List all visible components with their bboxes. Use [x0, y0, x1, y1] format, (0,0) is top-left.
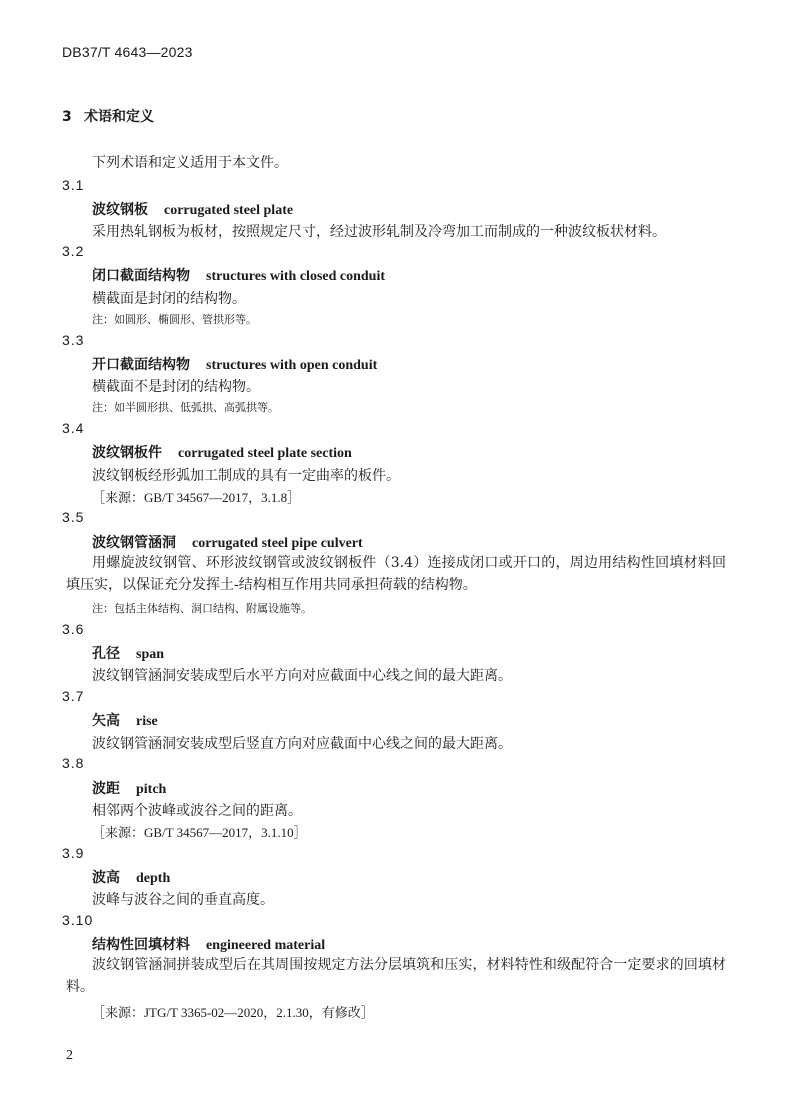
term-zh: 波距 — [92, 781, 120, 797]
term-en: engineered material — [206, 938, 326, 953]
term-number: 3.5 — [62, 509, 85, 525]
term-definition: 波纹钢板经形弧加工制成的具有一定曲率的板件。 — [92, 468, 400, 484]
term-en: structures with open conduit — [206, 358, 378, 373]
section-number: 3 — [62, 109, 72, 125]
term-definition: 采用热轧钢板为板材，按照规定尺寸，经过波形轧制及冷弯加工而制成的一种波纹板状材料。 — [92, 224, 666, 240]
page-number: 2 — [66, 1048, 73, 1063]
term-note: 注：包括主体结构、洞口结构、附属设施等。 — [92, 602, 312, 615]
term-heading — [92, 710, 158, 730]
term-number: 3.3 — [62, 332, 85, 348]
term-number: 3.4 — [62, 420, 85, 436]
term-heading — [92, 778, 166, 798]
term-zh: 开口截面结构物 — [92, 357, 190, 373]
term-zh: 波纹钢板件 — [92, 445, 162, 461]
term-heading — [92, 643, 164, 663]
term-en: corrugated steel plate section — [178, 446, 352, 461]
term-zh: 波纹钢板 — [92, 202, 148, 218]
term-en: rise — [136, 714, 158, 729]
term-en: structures with closed conduit — [206, 269, 386, 284]
term-en: span — [136, 647, 165, 662]
section-heading — [62, 106, 154, 126]
term-number: 3.8 — [62, 755, 85, 771]
term-heading — [92, 532, 363, 552]
term-zh: 孔径 — [92, 646, 120, 662]
section-intro: 下列术语和定义适用于本文件。 — [92, 155, 288, 171]
term-heading — [92, 934, 325, 954]
term-en: corrugated steel pipe culvert — [192, 536, 363, 551]
term-number: 3.9 — [62, 845, 85, 861]
term-en: corrugated steel plate — [164, 203, 294, 218]
document-code: DB37/T 4643—2023 — [62, 44, 193, 60]
term-definition: 相邻两个波峰或波谷之间的距离。 — [92, 803, 302, 819]
term-en: depth — [136, 871, 171, 886]
term-heading — [92, 442, 352, 462]
term-definition: 横截面不是封闭的结构物。 — [92, 379, 260, 395]
term-zh: 波纹钢管涵洞 — [92, 535, 176, 551]
term-zh: 矢高 — [92, 713, 120, 729]
section-title: 术语和定义 — [84, 109, 154, 125]
term-source: ［来源：JTG/T 3365-02—2020，2.1.30，有修改］ — [92, 1005, 374, 1020]
term-source: ［来源：GB/T 34567—2017，3.1.8］ — [92, 490, 301, 505]
term-definition: 波纹钢管涵洞安装成型后水平方向对应截面中心线之间的最大距离。 — [92, 668, 512, 684]
term-note: 注：如半圆形拱、低弧拱、高弧拱等。 — [92, 401, 279, 414]
term-heading — [92, 265, 385, 285]
term-source: ［来源：GB/T 34567—2017，3.1.10］ — [92, 825, 307, 840]
term-number: 3.6 — [62, 621, 85, 637]
term-zh: 闭口截面结构物 — [92, 268, 190, 284]
term-definition: 横截面是封闭的结构物。 — [92, 291, 246, 307]
term-heading — [92, 867, 170, 887]
term-number: 3.7 — [62, 688, 85, 704]
term-number: 3.10 — [62, 912, 94, 928]
term-definition: 波纹钢管涵洞安装成型后竖直方向对应截面中心线之间的最大距离。 — [92, 736, 512, 752]
term-note: 注：如圆形、椭圆形、管拱形等。 — [92, 313, 257, 326]
term-heading — [92, 354, 377, 374]
term-zh: 结构性回填材料 — [92, 937, 190, 953]
term-number: 3.1 — [62, 177, 85, 193]
term-heading — [92, 199, 293, 219]
term-number: 3.2 — [62, 243, 85, 259]
term-zh: 波高 — [92, 870, 120, 886]
term-definition: 波纹钢管涵洞拼装成型后在其周围按规定方法分层填筑和压实，材料特性和级配符合一定要求的回填材料。 — [66, 957, 726, 995]
term-en: pitch — [136, 782, 167, 797]
term-definition: 用螺旋波纹钢管、环形波纹钢管或波纹钢板件（3.4）连接成闭口或开口的，周边用结构性回填材料回填压实，以保证充分发挥土-结构相互作用共同承担荷载的结构物。 — [66, 555, 726, 593]
term-definition: 波峰与波谷之间的垂直高度。 — [92, 892, 274, 908]
